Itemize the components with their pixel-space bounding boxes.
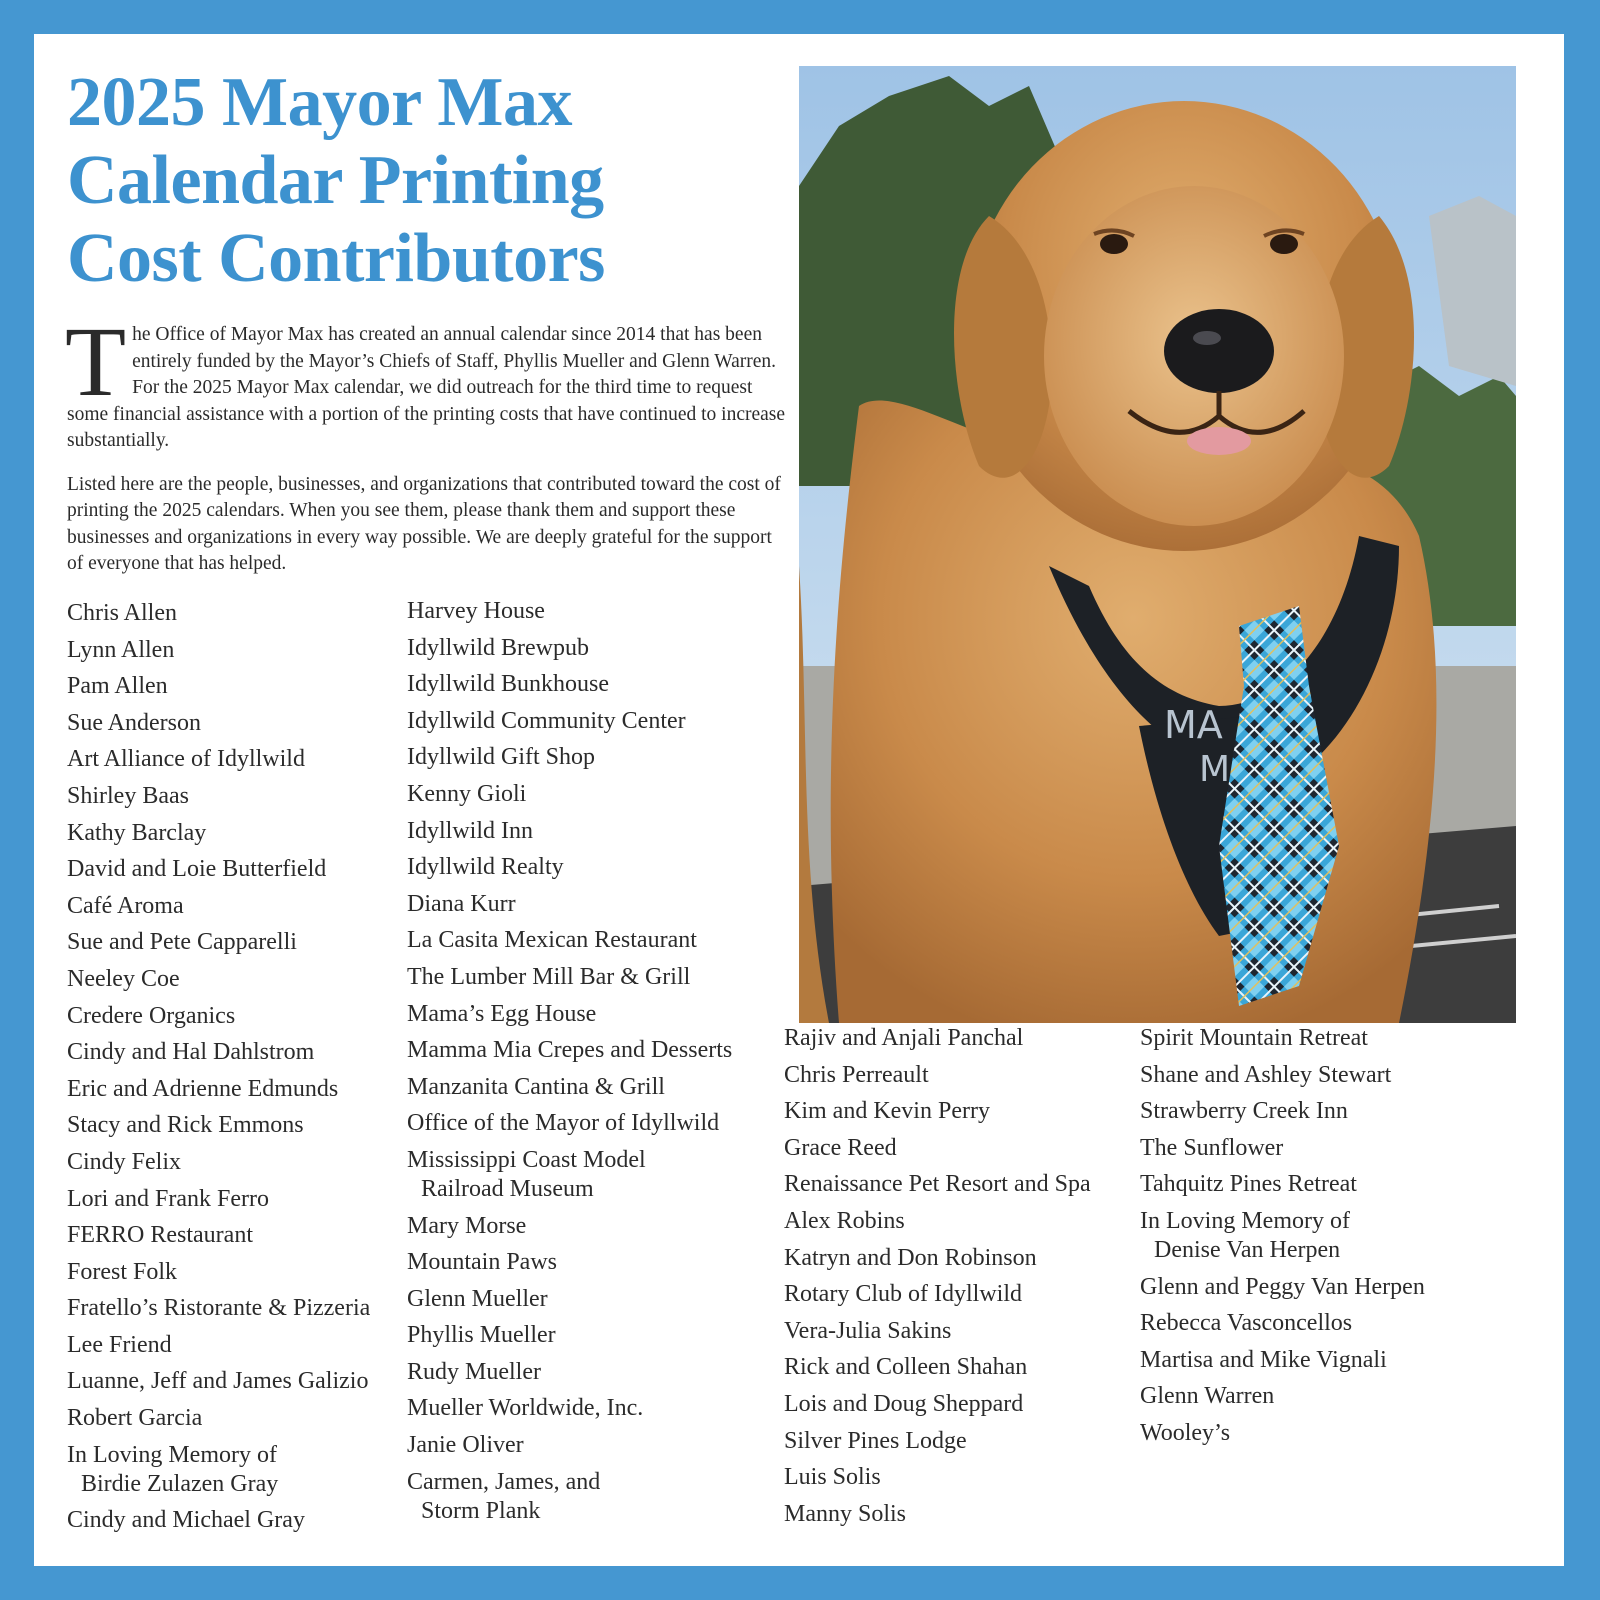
contributor-item [407,1109,732,1138]
contributor-item [784,1170,1091,1199]
contributor-name: Neeley Coe [67,965,180,992]
contributor-name: Manny Solis [784,1500,907,1527]
contributor-name: Idyllwild Brewpub [407,634,589,661]
contributor-item [407,890,732,919]
contributor-name: Manzanita Cantina & Grill [407,1073,665,1100]
contributor-name: Sue Anderson [67,709,201,736]
title-line: Calendar Printing [67,142,604,219]
contributor-name: Katryn and Don Robinson [784,1244,1037,1271]
contributor-name: Idyllwild Inn [407,817,533,844]
contributor-name: The Sunflower [1140,1134,1284,1161]
contributor-name: Pam Allen [67,673,168,700]
contributor-name: Fratello’s Ristorante & Pizzeria [67,1295,371,1322]
contributor-name: Lynn Allen [67,636,175,663]
contributor-name: Luanne, Jeff and James Galizio [67,1368,369,1395]
contributor-item [67,1185,370,1214]
contributor-item [1140,1309,1425,1338]
contributor-item [784,1463,1091,1492]
contributor-item [1140,1273,1425,1302]
contributor-item [67,1294,370,1323]
contributor-name-continued: Railroad Museum [421,1175,594,1202]
contributor-name: Silver Pines Lodge [784,1427,967,1454]
title-line: Cost Contributors [67,220,605,297]
contributor-name: Idyllwild Realty [407,854,564,881]
intro-paragraph-1-text: he Office of Mayor Max has created an annual calendar since 2014 that has been entirely funded by the Mayor’s Chiefs of Staff, Phyllis Mueller and Glenn Warren. For the 2025 Mayor Max calendar, we did outreach for the third time to request some financial assistance with a portion of the printing costs that have continued to increase substantially. [67,324,786,451]
contributor-item [1140,1346,1425,1375]
contributor-item [67,745,370,774]
contributor-item [67,1002,370,1031]
contributor-name: In Loving Memory of [67,1441,277,1468]
contributor-name: Forest Folk [67,1258,178,1285]
contributor-name: In Loving Memory of [1140,1207,1350,1234]
contributor-item [784,1061,1091,1090]
contributor-name: Rudy Mueller [407,1358,541,1385]
contributor-name: Idyllwild Bunkhouse [407,671,609,698]
contributor-item [407,670,732,699]
contributor-name: Mary Morse [407,1212,527,1239]
contributor-item [1140,1061,1425,1090]
contributor-name: Alex Robins [784,1207,905,1234]
contributor-item [407,1321,732,1350]
contributor-item [67,1148,370,1177]
harness-text-line1: MA [1164,703,1223,747]
contributor-name: Cindy and Michael Gray [67,1507,305,1534]
contributor-item [67,1111,370,1140]
contributor-name: Grace Reed [784,1134,897,1161]
contributor-name: Renaissance Pet Resort and Spa [784,1171,1091,1198]
contributor-item [407,1036,732,1065]
contributor-name: Glenn Mueller [407,1285,548,1312]
contributor-name: Mama’s Egg House [407,1000,597,1027]
contributor-item [407,926,732,955]
contributor-item [784,1024,1091,1053]
contributor-name: Chris Perreault [784,1061,929,1088]
contributor-item [67,965,370,994]
contributor-item [1140,1097,1425,1126]
contributor-item [784,1353,1091,1382]
contributor-item [407,634,732,663]
contributor-name: Strawberry Creek Inn [1140,1098,1348,1125]
contributor-name: Lee Friend [67,1331,172,1358]
contributor-item [407,1248,732,1277]
contributor-item [1140,1419,1425,1448]
contributor-item [784,1097,1091,1126]
contributor-item [67,1404,370,1433]
contributor-name: Stacy and Rick Emmons [67,1112,304,1139]
contributor-item [784,1390,1091,1419]
contributor-item [407,1431,732,1460]
contributor-item [407,853,732,882]
contributor-item [407,707,732,736]
contributor-item [784,1244,1091,1273]
contributor-name: Mississippi Coast Model [407,1146,646,1173]
contributor-item [407,1394,732,1423]
contributor-item [407,780,732,809]
contributor-item [784,1317,1091,1346]
contributor-item [1140,1134,1425,1163]
contributor-name: Café Aroma [67,892,184,919]
contributor-item [67,892,370,921]
contributor-item [784,1500,1091,1529]
contributor-name: Lori and Frank Ferro [67,1185,269,1212]
page [34,34,1564,1566]
intro-paragraph-2: Listed here are the people, businesses, and organizations that contributed toward the cost of printing the 2025 calendars. When you see them, please thank them and support these businesses and organizations in every way possible. We are deeply grateful for the support of everyone that has helped. [67,473,781,574]
drop-cap: T [65,306,127,417]
contributor-item [67,1038,370,1067]
contributor-item [1140,1024,1425,1053]
contributor-item [67,599,370,628]
contributor-item [407,1073,732,1102]
contributor-item [407,597,732,626]
contributor-name: Shane and Ashley Stewart [1140,1061,1392,1088]
contributor-item [67,709,370,738]
contributor-name: Spirit Mountain Retreat [1140,1025,1368,1051]
contributor-name: Idyllwild Gift Shop [407,744,596,771]
contributor-name: Cindy Felix [67,1148,182,1175]
contributor-name-continued: Birdie Zulazen Gray [81,1470,279,1497]
contributor-item [407,1212,732,1241]
contributor-name: Janie Oliver [407,1432,524,1459]
contributor-name: The Lumber Mill Bar & Grill [407,963,691,990]
contributor-name: Kenny Gioli [407,780,527,807]
contributor-item [67,636,370,665]
contributor-item [67,782,370,811]
contributor-name: Glenn and Peggy Van Herpen [1140,1273,1425,1300]
contributor-name-continued: Storm Plank [421,1497,541,1524]
contributor-item [1140,1170,1425,1199]
contributor-name: Tahquitz Pines Retreat [1140,1171,1357,1198]
contributor-name: Robert Garcia [67,1405,203,1432]
contributor-name: Carmen, James, and [407,1468,601,1495]
contributor-name: FERRO Restaurant [67,1222,253,1249]
contributor-name: Art Alliance of Idyllwild [67,746,305,773]
contributor-name: Glenn Warren [1140,1383,1275,1410]
contributor-name: Office of the Mayor of Idyllwild [407,1110,720,1137]
contributor-name: La Casita Mexican Restaurant [407,927,697,954]
contributor-name: Phyllis Mueller [407,1322,556,1349]
contributor-item [1140,1207,1425,1265]
contributor-item [67,928,370,957]
contributor-item [407,1000,732,1029]
contributor-name: Luis Solis [784,1464,881,1491]
contributor-item [67,1367,370,1396]
mayor-max-photo [799,66,1516,1023]
contributor-item [67,1441,370,1499]
contributor-item [784,1427,1091,1456]
contributor-name: Lois and Doug Sheppard [784,1390,1024,1417]
page-title [67,64,605,298]
intro-paragraph-1 [65,306,787,455]
contributor-name: Wooley’s [1140,1419,1231,1446]
contributor-item [67,1506,370,1535]
contributor-name: Harvey House [407,598,545,624]
contributor-name: Martisa and Mike Vignali [1140,1346,1387,1373]
contributors-column-1 [67,599,370,1543]
contributor-item [784,1280,1091,1309]
contributor-item [407,1285,732,1314]
contributor-name: Rebecca Vasconcellos [1140,1310,1353,1337]
contributor-item [407,1146,732,1204]
contributor-name-continued: Denise Van Herpen [1154,1236,1341,1263]
contributor-name: Cindy and Hal Dahlstrom [67,1039,315,1066]
contributor-name: Mamma Mia Crepes and Desserts [407,1037,733,1064]
contributor-name: Eric and Adrienne Edmunds [67,1075,339,1102]
intro-text [65,306,787,595]
contributors-column-4 [1140,1024,1425,1456]
contributor-name: Shirley Baas [67,782,189,809]
contributor-item [67,672,370,701]
contributor-item [67,819,370,848]
contributor-name: Kim and Kevin Perry [784,1098,990,1125]
contributor-name: David and Loie Butterfield [67,856,327,883]
harness-text-line2: M [1199,749,1231,790]
contributor-item [407,963,732,992]
contributor-item [67,1075,370,1104]
contributor-item [784,1207,1091,1236]
contributor-name: Mueller Worldwide, Inc. [407,1395,644,1422]
contributor-item [407,1358,732,1387]
contributor-name: Vera-Julia Sakins [784,1317,952,1344]
contributor-item [67,855,370,884]
contributor-item [67,1221,370,1250]
contributor-item [407,1468,732,1526]
contributor-name: Mountain Paws [407,1249,557,1276]
contributor-item [407,743,732,772]
contributor-item [784,1134,1091,1163]
contributor-name: Kathy Barclay [67,819,207,846]
contributor-item [1140,1382,1425,1411]
contributor-item [67,1331,370,1360]
contributor-name: Rotary Club of Idyllwild [784,1281,1022,1308]
contributor-name: Diana Kurr [407,890,516,917]
contributors-column-2 [407,597,732,1533]
contributor-name: Idyllwild Community Center [407,707,686,734]
contributors-column-3 [784,1024,1091,1536]
contributor-item [67,1258,370,1287]
contributor-name: Rajiv and Anjali Panchal [784,1025,1024,1051]
contributor-item [407,817,732,846]
title-line: 2025 Mayor Max [67,64,572,141]
contributor-name: Sue and Pete Capparelli [67,929,297,956]
contributor-name: Rick and Colleen Shahan [784,1354,1028,1381]
contributor-name: Chris Allen [67,600,178,626]
contributor-name: Credere Organics [67,1002,236,1029]
